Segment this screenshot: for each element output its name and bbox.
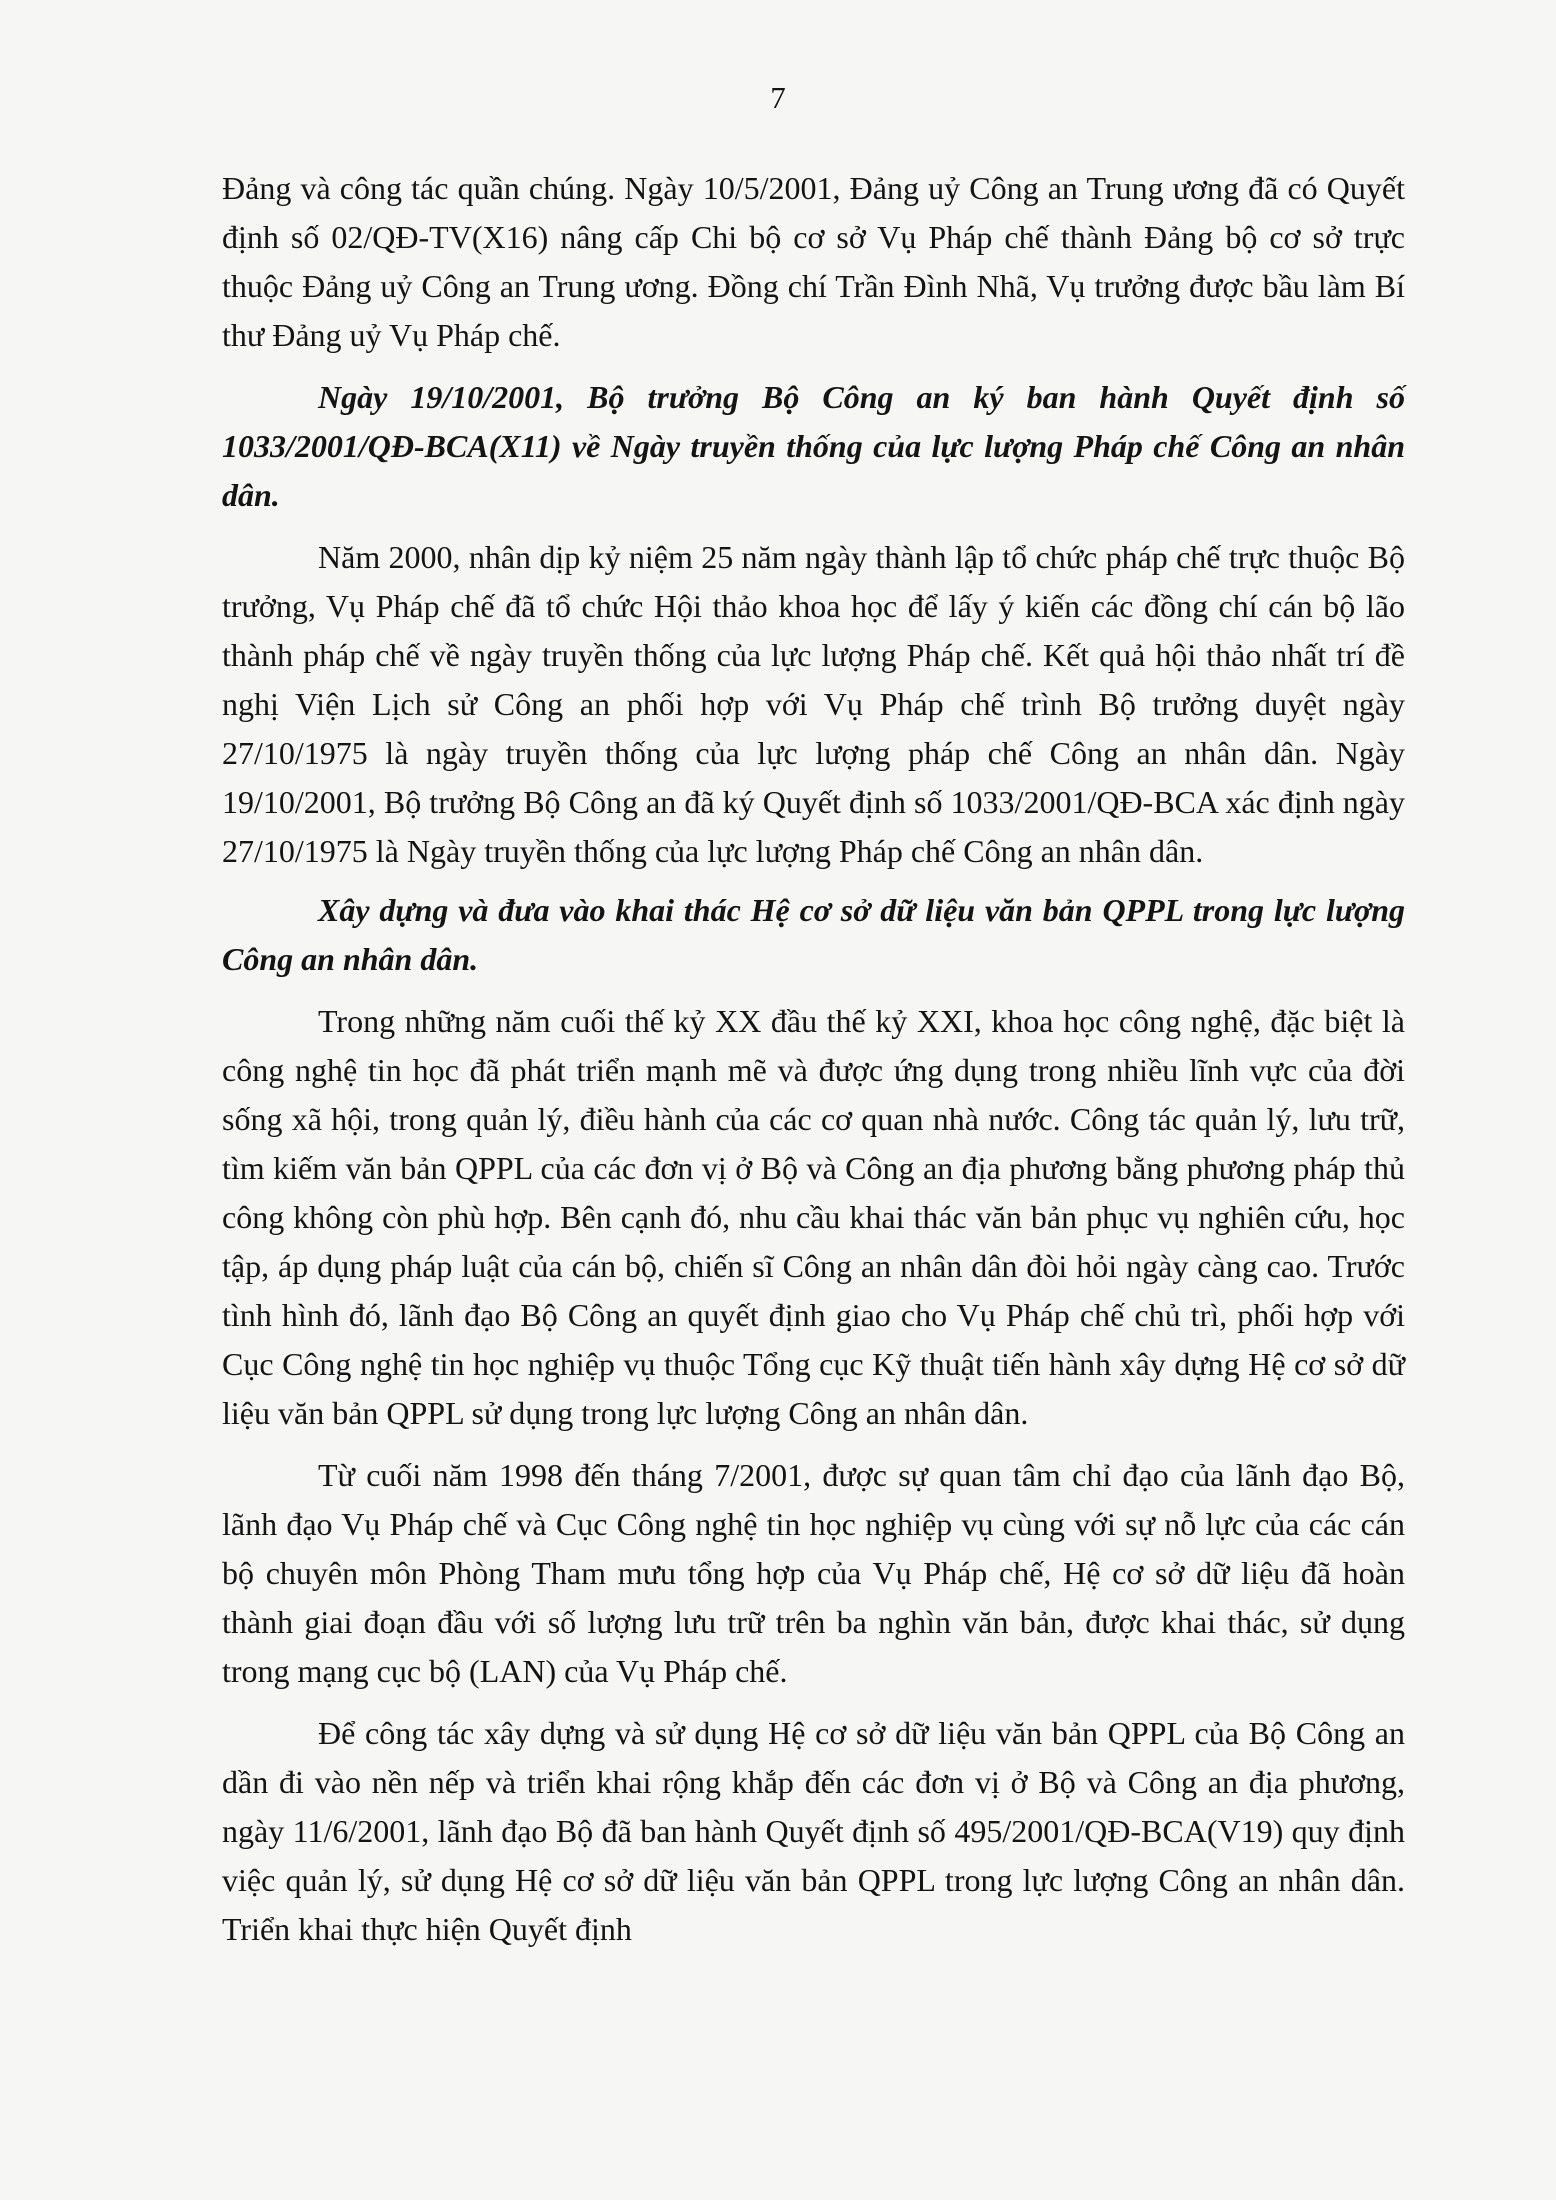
document-body xyxy=(222,164,1405,1954)
paragraph-technology-context: Trong những năm cuối thế kỷ XX đầu thế kỷ XXI, khoa học công nghệ, đặc biệt là công nghệ tin học đã phát triển mạnh mẽ và được ứng dụng trong nhiều lĩnh vực của đời sống xã hội, trong quản lý, điều hành của các cơ quan nhà nước. Công tác quản lý, lưu trữ, tìm kiếm văn bản QPPL của các đơn vị ở Bộ và Công an địa phương bằng phương pháp thủ công không còn phù hợp. Bên cạnh đó, nhu cầu khai thác văn bản phục vụ nghiên cứu, học tập, áp dụng pháp luật của cán bộ, chiến sĩ Công an nhân dân đòi hỏi ngày càng cao. Trước tình hình đó, lãnh đạo Bộ Công an quyết định giao cho Vụ Pháp chế chủ trì, phối hợp với Cục Công nghệ tin học nghiệp vụ thuộc Tổng cục Kỹ thuật tiến hành xây dựng Hệ cơ sở dữ liệu văn bản QPPL sử dụng trong lực lượng Công an nhân dân. xyxy=(222,1003,1405,1431)
heading-legal-database: Xây dựng và đưa vào khai thác Hệ cơ sở dữ liệu văn bản QPPL trong lực lượng Công an nhân dân. xyxy=(222,892,1405,977)
paragraph-tradition-day: Năm 2000, nhân dịp kỷ niệm 25 năm ngày thành lập tổ chức pháp chế trực thuộc Bộ trưởng, Vụ Pháp chế đã tổ chức Hội thảo khoa học để lấy ý kiến các đồng chí cán bộ lão thành pháp chế về ngày truyền thống của lực lượng Pháp chế. Kết quả hội thảo nhất trí đề nghị Viện Lịch sử Công an phối hợp với Vụ Pháp chế trình Bộ trưởng duyệt ngày 27/10/1975 là ngày truyền thống của lực lượng pháp chế Công an nhân dân. Ngày 19/10/2001, Bộ trưởng Bộ Công an đã ký Quyết định số 1033/2001/QĐ-BCA xác định ngày 27/10/1975 là Ngày truyền thống của lực lượng Pháp chế Công an nhân dân. xyxy=(222,539,1405,869)
paragraph-database-phase-one: Từ cuối năm 1998 đến tháng 7/2001, được sự quan tâm chỉ đạo của lãnh đạo Bộ, lãnh đạo Vụ Pháp chế và Cục Công nghệ tin học nghiệp vụ cùng với sự nỗ lực của các cán bộ chuyên môn Phòng Tham mưu tổng hợp của Vụ Pháp chế, Hệ cơ sở dữ liệu đã hoàn thành giai đoạn đầu với số lượng lưu trữ trên ba nghìn văn bản, được khai thác, sử dụng trong mạng cục bộ (LAN) của Vụ Pháp chế. xyxy=(222,1457,1405,1689)
heading-tradition-day-decision: Ngày 19/10/2001, Bộ trưởng Bộ Công an ký ban hành Quyết định số 1033/2001/QĐ-BCA(X11) về Ngày truyền thống của lực lượng Pháp chế Công an nhân dân. xyxy=(222,379,1405,513)
page-number: 7 xyxy=(770,80,786,115)
paragraph-database-rollout: Để công tác xây dựng và sử dụng Hệ cơ sở dữ liệu văn bản QPPL của Bộ Công an dần đi vào nền nếp và triển khai rộng khắp đến các đơn vị ở Bộ và Công an địa phương, ngày 11/6/2001, lãnh đạo Bộ đã ban hành Quyết định số 495/2001/QĐ-BCA(V19) quy định việc quản lý, sử dụng Hệ cơ sở dữ liệu văn bản QPPL trong lực lượng Công an nhân dân. Triển khai thực hiện Quyết định xyxy=(222,1715,1405,1947)
paragraph-party-committee: Đảng và công tác quần chúng. Ngày 10/5/2001, Đảng uỷ Công an Trung ương đã có Quyết định số 02/QĐ-TV(X16) nâng cấp Chi bộ cơ sở Vụ Pháp chế thành Đảng bộ cơ sở trực thuộc Đảng uỷ Công an Trung ương. Đồng chí Trần Đình Nhã, Vụ trưởng được bầu làm Bí thư Đảng uỷ Vụ Pháp chế. xyxy=(222,170,1405,353)
